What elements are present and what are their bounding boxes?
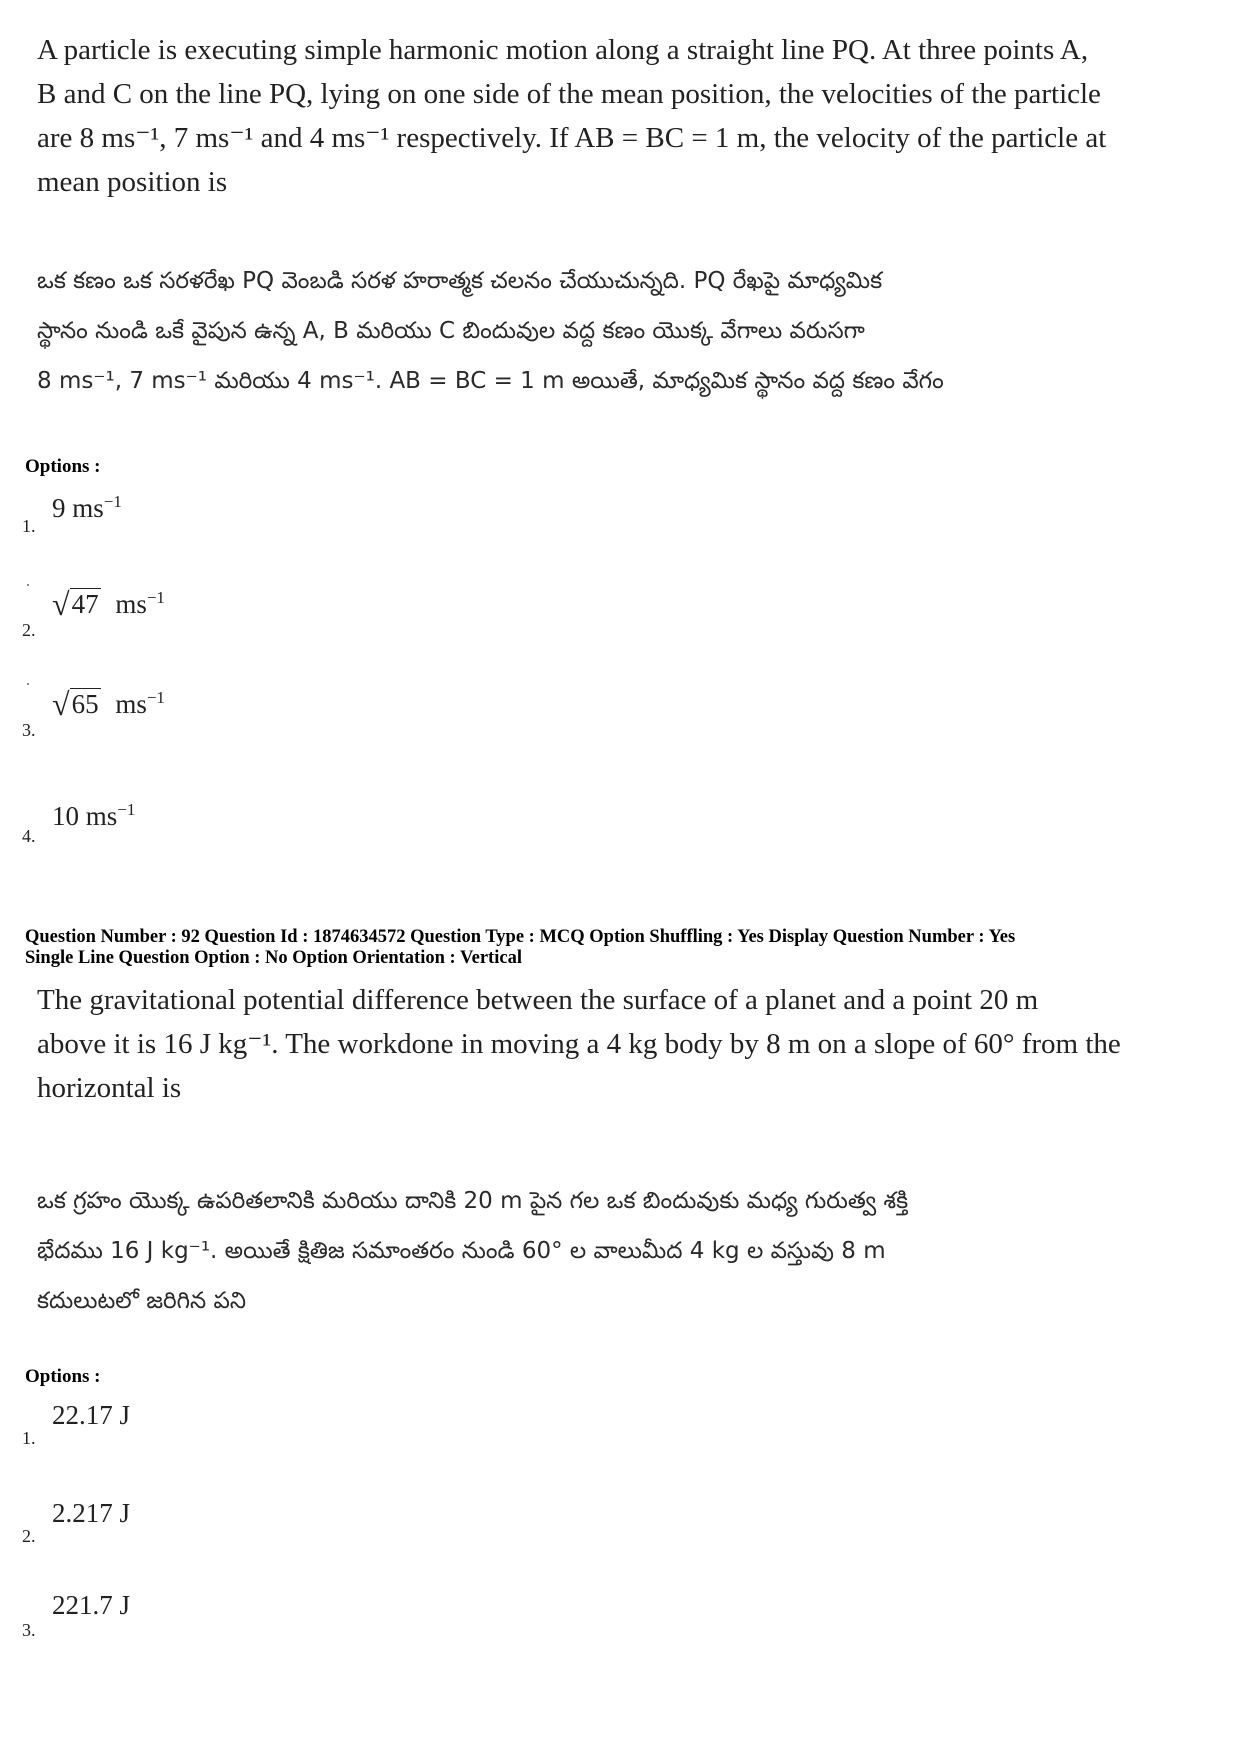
square-root xyxy=(52,686,101,723)
scan-speck xyxy=(27,683,29,685)
text-line: A particle is executing simple harmonic motion along a straight line PQ. At three points A, xyxy=(37,34,1089,66)
option-number: 1. xyxy=(22,1428,36,1448)
option-text: 9 ms xyxy=(52,493,104,523)
question-91-telugu-text xyxy=(37,256,1157,406)
options-label: Options : xyxy=(25,1366,101,1387)
question-92-telugu-text xyxy=(37,1176,1157,1326)
text-line: స్థానం నుండి ఒకే వైపున ఉన్న A, B మరియు C బిందువుల వద్ద కణం యొక్క వేగాలు వరుసగా xyxy=(37,318,865,344)
option-value xyxy=(52,492,122,524)
text-line: above it is 16 J kg⁻¹. The workdone in moving a 4 kg body by 8 m on a slope of 60° from the xyxy=(37,1028,1121,1060)
text-line: భేదము 16 J kg⁻¹. అయితే క్షితిజ సమాంతరం నుండి 60° ల వాలుమీద 4 kg ల వస్తువు 8 m xyxy=(37,1238,886,1264)
radicand: 47 xyxy=(71,589,99,619)
superscript: −1 xyxy=(146,588,165,607)
option-value xyxy=(52,686,165,723)
text-line: కదులుటలో జరిగిన పని xyxy=(37,1288,247,1314)
radical-icon: √ xyxy=(52,586,70,622)
option-number: 2. xyxy=(22,1526,36,1546)
radical-icon: √ xyxy=(52,686,70,722)
radicand: 65 xyxy=(71,689,99,719)
option-number: 3. xyxy=(22,1620,36,1640)
option-text: 10 ms xyxy=(52,801,118,831)
text-line: The gravitational potential difference between the surface of a planet and a point 20 m xyxy=(37,984,1039,1016)
text-line: 8 ms⁻¹, 7 ms⁻¹ మరియు 4 ms⁻¹. AB = BC = 1 m అయితే, మాధ్యమిక స్థానం వద్ద కణం వేగం xyxy=(37,368,944,394)
text-line: ఒక కణం ఒక సరళరేఖ PQ వెంబడి సరళ హరాత్మక చలనం చేయుచున్నది. PQ రేఖపై మాధ్యమిక xyxy=(37,268,883,294)
option-value: 221.7 J xyxy=(52,1590,131,1620)
option-value xyxy=(52,800,135,832)
metadata-line: Single Line Question Option : No Option Orientation : Vertical xyxy=(25,948,522,968)
square-root xyxy=(52,586,101,623)
question-92-english-text xyxy=(37,978,1157,1110)
question-92-metadata xyxy=(25,927,1015,969)
text-line: are 8 ms⁻¹, 7 ms⁻¹ and 4 ms⁻¹ respectively. If AB = BC = 1 m, the velocity of the particle at xyxy=(37,122,1107,154)
option-value: 2.217 J xyxy=(52,1498,131,1528)
option-number: 2. xyxy=(22,620,36,640)
option-unit: ms xyxy=(115,589,147,619)
text-line: B and C on the line PQ, lying on one side of the mean position, the velocities of the particle xyxy=(37,78,1101,110)
text-line: mean position is xyxy=(37,166,228,198)
option-number: 4. xyxy=(22,826,36,846)
options-label: Options : xyxy=(25,456,101,477)
option-number: 3. xyxy=(22,720,36,740)
superscript: −1 xyxy=(117,800,136,819)
superscript: −1 xyxy=(103,492,122,511)
text-line: ఒక గ్రహం యొక్క ఉపరితలానికి మరియు దానికి 20 m పైన గల ఒక బిందువుకు మధ్య గురుత్వ శక్తి xyxy=(37,1188,909,1214)
option-value: 22.17 J xyxy=(52,1400,131,1430)
option-value xyxy=(52,586,165,623)
text-line: horizontal is xyxy=(37,1072,182,1104)
question-91-english-text xyxy=(37,28,1157,204)
metadata-line: Question Number : 92 Question Id : 1874634572 Question Type : MCQ Option Shuffling : Yes Display Question Number : Yes xyxy=(25,927,1016,947)
superscript: −1 xyxy=(146,688,165,707)
option-unit: ms xyxy=(115,689,147,719)
option-number: 1. xyxy=(22,516,36,536)
scan-speck xyxy=(27,584,29,586)
